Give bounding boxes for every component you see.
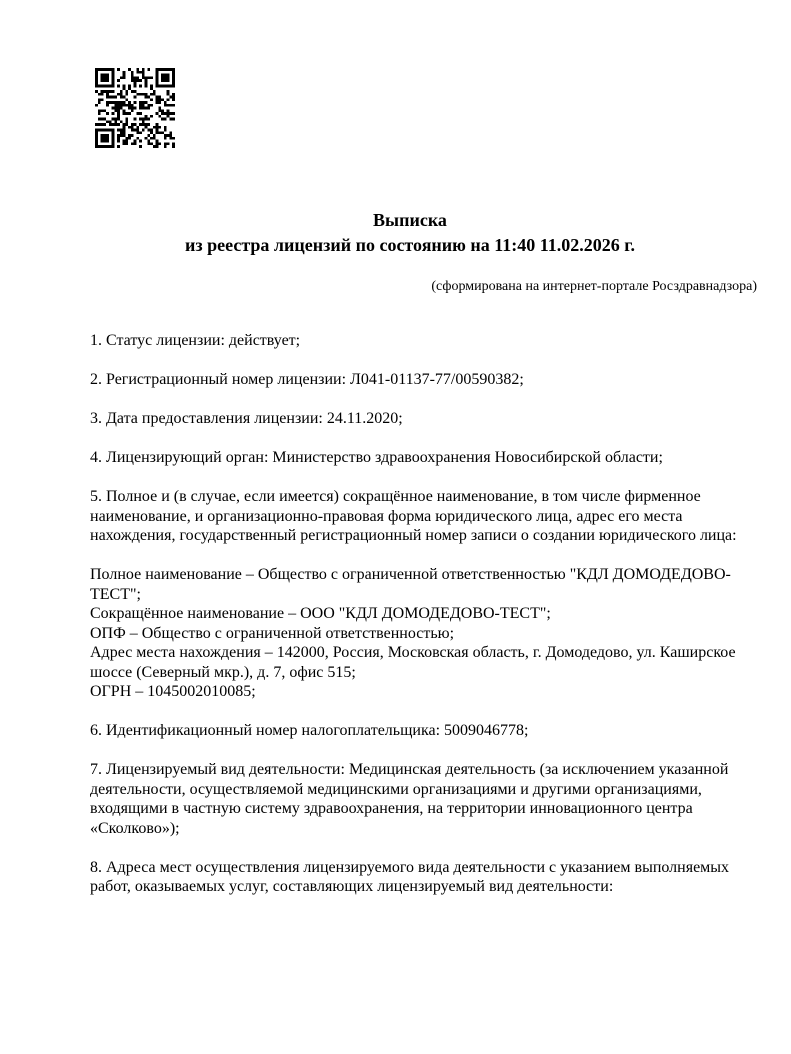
paragraph-license-status: 1. Статус лицензии: действует; [90,332,301,349]
paragraph-grant-date: 3. Дата предоставления лицензии: 24.11.2020; [90,410,403,427]
document-body [90,331,757,897]
paragraph-address: Адрес места нахождения – 142000, Россия, Московская область, г. Домодедово, ул. Каширское шоссе (Северный мкр.), д. 7, офис 515; [90,644,736,681]
paragraph-legal-form: ОПФ – Общество с ограниченной ответственностью; [90,624,455,642]
document-subtitle: (сформирована на интернет-портале Росздравнадзора) [431,279,757,294]
paragraph-activity-addresses-heading: 8. Адреса мест осуществления лицензируемого вида деятельности с указанием выполняемых работ, оказываемых услуг, составляющих лицензируемый вид деятельности: [90,858,730,895]
title-line-2: из реестра лицензий по состоянию на 11:40 11.02.2026 г. [185,235,635,255]
paragraph-inn: 6. Идентификационный номер налогоплательщика: 5009046778; [90,722,529,739]
paragraph-activity-type: 7. Лицензируемый вид деятельности: Медицинская деятельность (за исключением указанной деятельности, осуществляемой медицинскими организациями и другими организациями, входящими в частную систему здравоохранения, на территории инновационного центра «Сколково»); [90,761,729,837]
paragraph-licensing-authority: 4. Лицензирующий орган: Министерство здравоохранения Новосибирской области; [90,449,663,466]
paragraph-short-name: Сокращённое наименование – ООО "КДЛ ДОМОДЕДОВО-ТЕСТ"; [90,605,551,622]
title-line-1: Выписка [373,210,447,230]
qr-code-icon [95,68,175,148]
paragraph-registration-number: 2. Регистрационный номер лицензии: Л041-01137-77/00590382; [90,371,524,388]
paragraph-names-heading: 5. Полное и (в случае, если имеется) сокращённое наименование, в том числе фирменное наименование, и организационно-правовая форма юридического лица, адрес его места нахождения, государственный регистрационный номер записи о создании юридического лица: [90,488,737,544]
paragraph-full-name: Полное наименование – Общество с ограниченной ответственностью "КДЛ ДОМОДЕДОВО-ТЕСТ"; [90,566,731,603]
paragraph-ogrn: ОГРН – 1045002010085; [90,683,256,700]
document-title [90,208,730,258]
